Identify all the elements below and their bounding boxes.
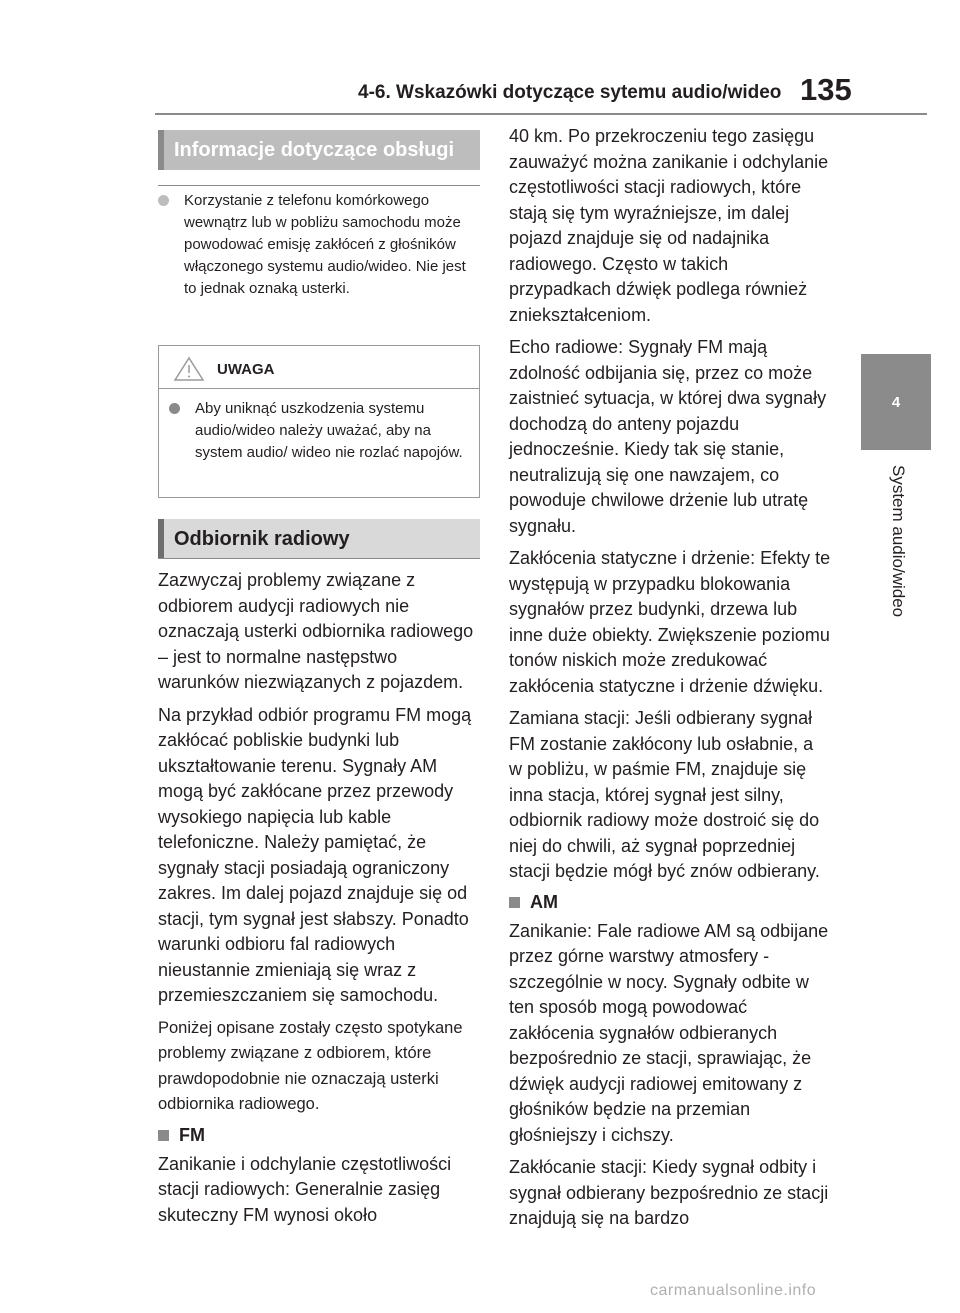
section-heading-radio: Odbiornik radiowy xyxy=(158,519,480,559)
square-bullet-icon xyxy=(158,1130,169,1141)
watermark[interactable]: carmanualsonline.info xyxy=(650,1282,817,1299)
paragraph: Echo radiowe: Sygnały FM mają zdolność odbijania się, przez co może zaistnieć sytuacja, w której dwa sygnały dochodzą do anteny pojazdu jednocześnie. Kiedy tak się stanie, neutralizują się one nawzajem, co powoduje chwilowe drżenie lub utratę sygnału. xyxy=(509,337,827,536)
caution-title: UWAGA xyxy=(217,360,275,378)
warning-triangle-icon xyxy=(173,356,205,382)
section-heading-info: Informacje dotyczące obsługi xyxy=(158,130,480,170)
info-bullet xyxy=(158,190,480,300)
paragraph: 40 km. Po przekroczeniu tego zasięgu zauważyć można zanikanie i odchylanie częstotliwości stacji radiowych, które stają się tym wyraźniejsze, im dalej pojazd znajduje się od nadajnika radiowego. Często w takich przypadkach dźwięk podlega również zniekształceniom. xyxy=(509,126,829,325)
subheading-am-label: AM xyxy=(530,891,558,912)
caution-header xyxy=(173,356,275,382)
caution-divider xyxy=(159,388,479,389)
bullet-dot-icon xyxy=(169,403,180,414)
right-column-text xyxy=(509,124,831,1239)
caution-bullet-text: Aby uniknąć uszkodzenia systemu audio/wideo należy uważać, aby na system audio/ wideo nie rozlać napojów. xyxy=(195,400,463,461)
caution-bullet xyxy=(169,398,469,464)
info-bullet-text: Korzystanie z telefonu komórkowego wewnątrz lub w pobliżu samochodu może powodować emisję zakłóceń z głośników włączonego systemu audio/wideo. Nie jest to jednak oznaką usterki. xyxy=(184,192,466,297)
page-number: 135 xyxy=(800,72,852,107)
chapter-number: 4 xyxy=(891,393,901,411)
header-title: 4-6. Wskazówki dotyczące sytemu audio/wideo xyxy=(358,82,782,103)
subheading-fm-label: FM xyxy=(179,1124,205,1145)
paragraph: Zakłócenia statyczne i drżenie: Efekty te występują w przypadku blokowania sygnałów przez budynki, drzewa lub inne duże obiekty. Zwiększenie poziomu tonów niskich może zredukować zakłócenia statyczne i drżenie dźwięku. xyxy=(509,548,831,696)
chapter-label: System audio/wideo xyxy=(889,465,908,618)
caution-box xyxy=(158,345,480,498)
header-rule xyxy=(155,113,927,115)
bullet-dot-icon xyxy=(158,195,169,206)
subheading-am xyxy=(509,892,831,913)
paragraph: Zazwyczaj problemy związane z odbiorem audycji radiowych nie oznaczają usterki odbiornika radiowego – jest to normalne następstwo warunków niezwiązanych z pojazdem. xyxy=(158,570,474,692)
paragraph: Na przykład odbiór programu FM mogą zakłócać pobliskie budynki lub ukształtowanie terenu. Sygnały AM mogą być zakłócane przez przewody wysokiego napięcia lub kable telefoniczne. Należy pamiętać, że sygnały stacji posiadają ograniczony zakres. Im dalej pojazd znajduje się od stacji, tym sygnał jest słabszy. Ponadto warunki odbioru fal radiowych nieustannie zmieniają się wraz z przemieszczaniem się samochodu. xyxy=(158,704,472,1005)
paragraph: Poniżej opisane zostały często spotykane problemy związane z odbiorem, które prawdopodobnie nie oznaczają usterki odbiornika radiowego. xyxy=(158,1018,463,1113)
paragraph: Zanikanie i odchylanie częstotliwości stacji radiowych: Generalnie zasięg skuteczny FM wynosi około xyxy=(158,1153,452,1225)
subheading-fm xyxy=(158,1125,480,1146)
paragraph: Zamiana stacji: Jeśli odbierany sygnał FM zostanie zakłócony lub osłabnie, a w pobliżu, w paśmie FM, znajduje się inna stacja, której sygnał jest silny, odbiornik radiowy może dostroić się do niej do chwili, aż sygnał poprzedniej stacji będzie mógł być znów odbierany. xyxy=(509,708,820,881)
paragraph: Zanikanie: Fale radiowe AM są odbijane przez górne warstwy atmosfery - szczególnie w nocy. Sygnały odbite w ten sposób mogą powodować zakłócenia sygnałów odbieranych bezpośrednio ze stacji, sprawiając, że dźwięk audycji radiowej emitowany z głośników będzie na przemian głośniejszy i cichszy. xyxy=(509,920,829,1145)
chapter-tab xyxy=(861,354,931,450)
divider xyxy=(158,558,480,559)
left-column-text xyxy=(158,568,480,1235)
divider xyxy=(158,185,480,186)
square-bullet-icon xyxy=(509,897,520,908)
paragraph: Zakłócanie stacji: Kiedy sygnał odbity i sygnał odbierany bezpośrednio ze stacji znajdują się na bardzo xyxy=(509,1157,829,1228)
